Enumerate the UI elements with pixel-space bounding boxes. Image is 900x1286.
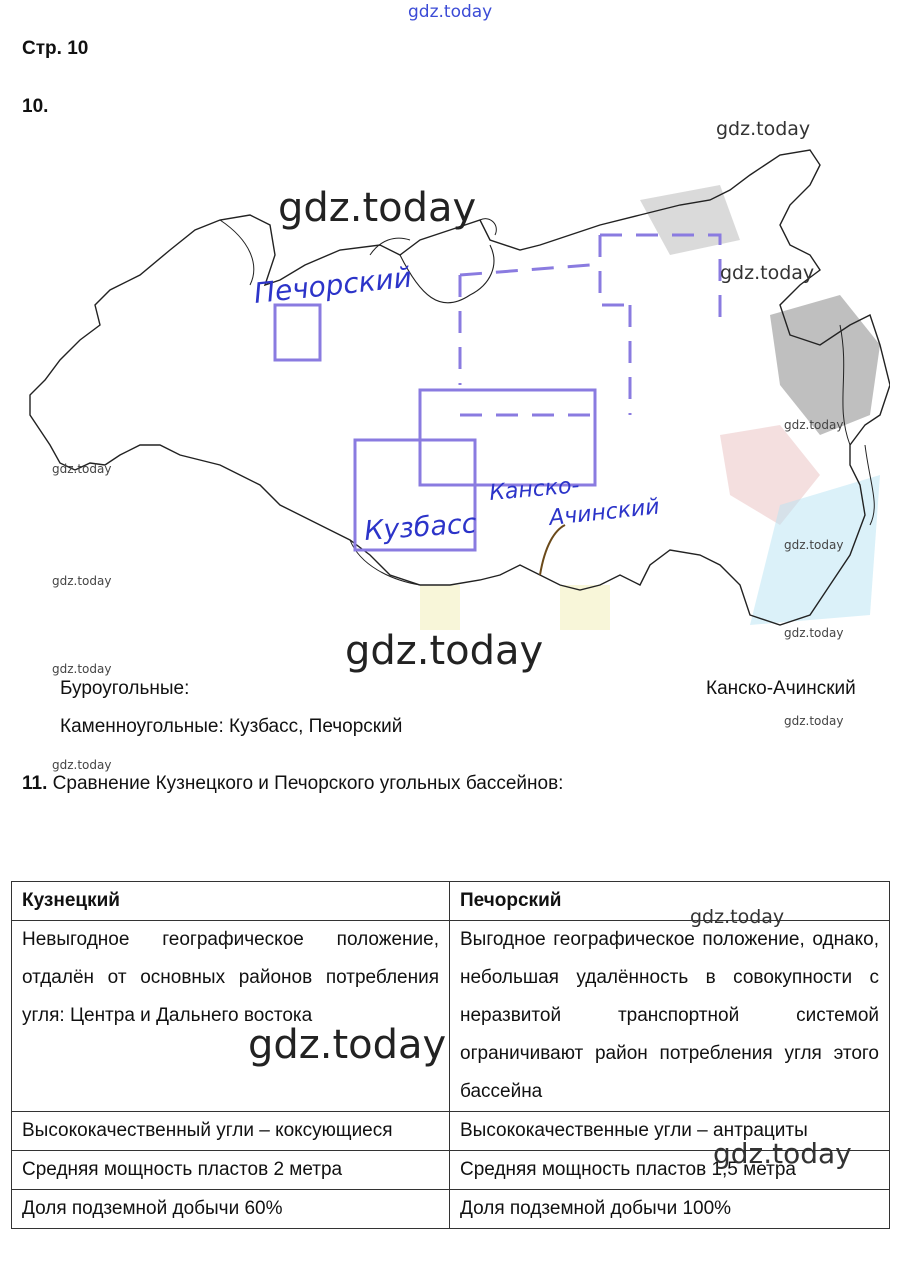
table-cell: Невыгодное географическое положение, отдалён от основных районов потребления угля: Центра и Дальнего востока (12, 921, 450, 1112)
dashed-basin-outlines (460, 235, 720, 415)
island-outline-2 (480, 219, 496, 235)
watermark: gdz.today (278, 185, 477, 231)
brown-coal-value: Канско-Ачинский (706, 678, 856, 699)
watermark: gdz.today (52, 662, 112, 676)
table-cell: Высококачественные угли – антрациты (450, 1112, 890, 1151)
watermark: gdz.today (690, 906, 785, 928)
label-kansk-1: Канско- (488, 473, 581, 506)
table-cell: Средняя мощность пластов 1,5 метра (450, 1151, 890, 1190)
shaded-area-chukotka (640, 185, 740, 255)
shaded-area-south-1 (420, 585, 460, 630)
baikal-lake (540, 525, 565, 575)
task-11-heading (22, 773, 563, 795)
table-cell: Средняя мощность пластов 2 метра (12, 1151, 450, 1190)
watermark-top: gdz.today (408, 2, 493, 22)
table-row (12, 921, 890, 1112)
label-kuzbass: Кузбасс (363, 508, 478, 547)
watermark: gdz.today (784, 626, 844, 640)
label-pechora: Печорский (252, 260, 414, 310)
kola-coast (220, 220, 254, 285)
watermark: gdz.today (52, 758, 112, 772)
task-11-number: 11. (22, 773, 48, 794)
watermark: gdz.today (716, 118, 811, 140)
task-10-number: 10. (22, 96, 49, 117)
label-kansk-2: Ачинский (548, 494, 661, 531)
watermark: gdz.today (52, 574, 112, 588)
table-cell: Доля подземной добычи 100% (450, 1190, 890, 1229)
pechora-box (275, 305, 320, 360)
comparison-table (11, 881, 890, 1229)
watermark: gdz.today (720, 262, 815, 284)
kansk-box (420, 390, 595, 485)
watermark: gdz.today (713, 1137, 852, 1170)
header-kuzneck: Кузнецкий (12, 882, 450, 921)
page-label: Стр. 10 (22, 38, 89, 59)
south-coast (350, 540, 420, 585)
watermark: gdz.today (784, 418, 844, 432)
table-cell: Доля подземной добычи 60% (12, 1190, 450, 1229)
watermark: gdz.today (784, 714, 844, 728)
task-11-title: Сравнение Кузнецкого и Печорского угольных бассейнов: (52, 773, 564, 794)
shaded-area-kamchatka (770, 295, 880, 435)
watermark: gdz.today (52, 462, 112, 476)
brown-coal-label: Буроугольные: (60, 678, 190, 699)
table-row (12, 1190, 890, 1229)
watermark: gdz.today (345, 628, 544, 674)
header-pechora: Печорский (450, 882, 890, 921)
watermark: gdz.today (784, 538, 844, 552)
shaded-area-south-2 (560, 585, 610, 630)
table-cell: Высококачественный угли – коксующиеся (12, 1112, 450, 1151)
table-cell: Выгодное географическое положение, однако, небольшая удалённость в совокупности с неразвитой транспортной системой ограничивают район потребления угля этого бассейна (450, 921, 890, 1112)
watermark: gdz.today (248, 1022, 447, 1068)
hard-coal-line: Каменноугольные: Кузбасс, Печорский (60, 716, 403, 737)
